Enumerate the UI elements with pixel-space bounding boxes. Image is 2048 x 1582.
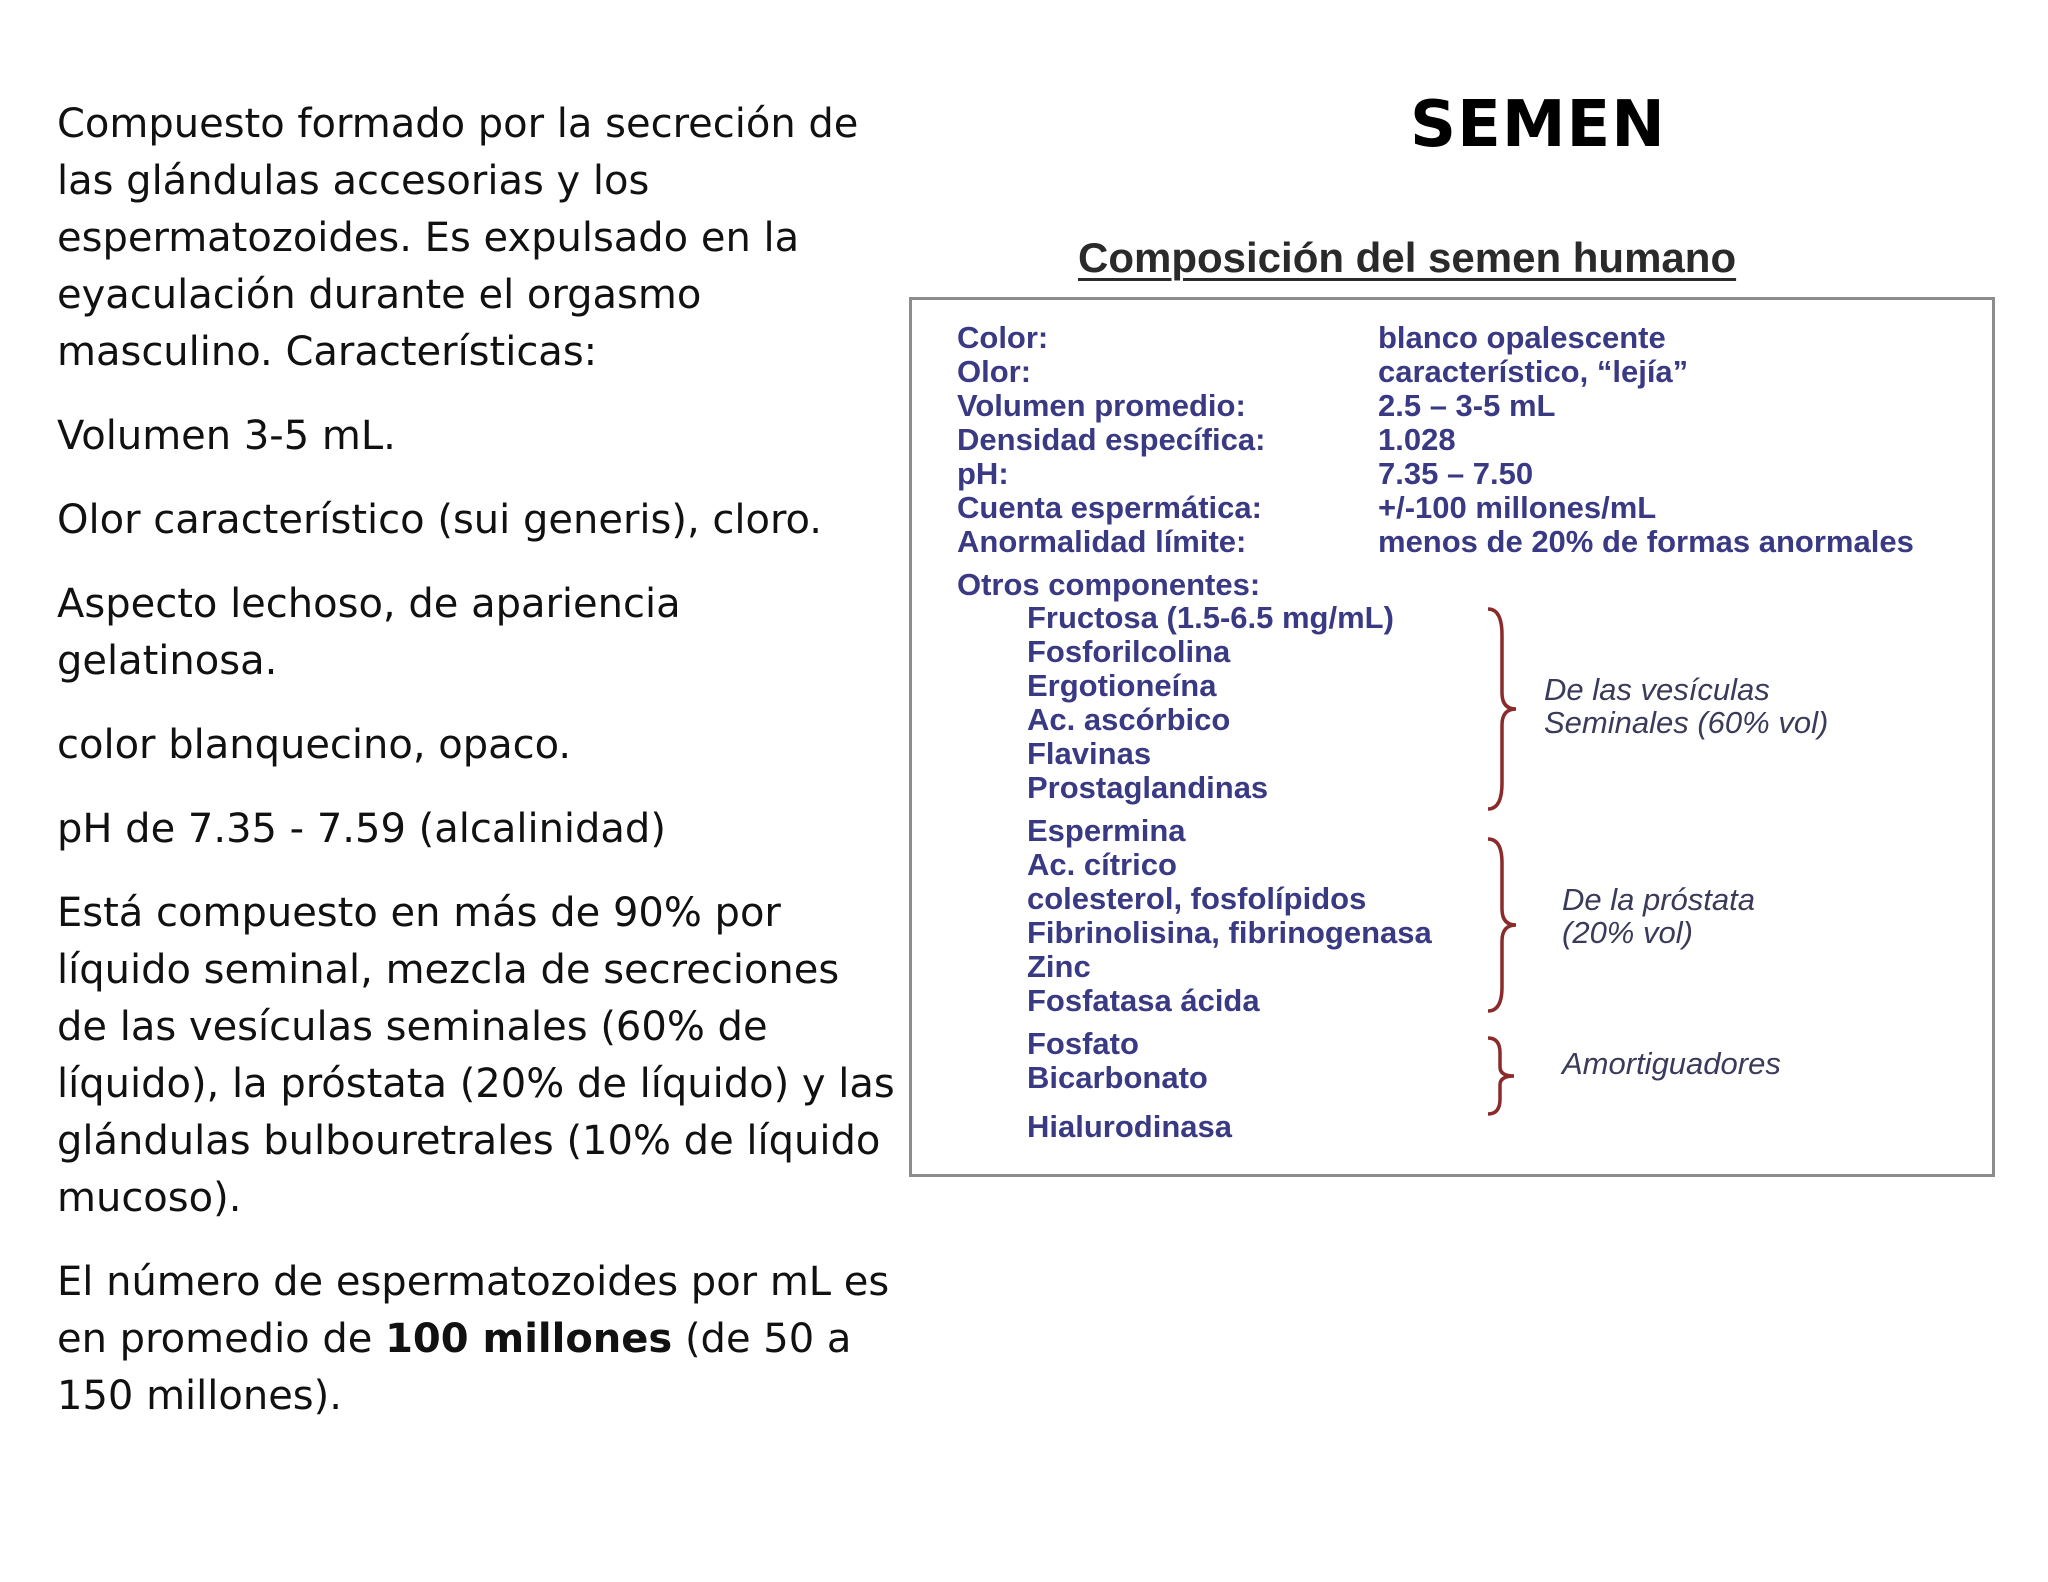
curly-brace-icon [1482, 1035, 1522, 1117]
component-item: Zinc [1027, 949, 1091, 984]
note-line: De la próstata [1562, 882, 1755, 917]
body-paragraph-6: pH de 7.35 - 7.59 (alcalinidad) [57, 806, 666, 852]
component-item: Fosfato [1027, 1026, 1139, 1061]
body-paragraph-1: Compuesto formado por la secreción de las glándulas accesorias y los espermatozoides. Es expulsado en la eyaculación durante el orgasmo masculino. Características: [57, 101, 859, 375]
property-row [957, 457, 1914, 491]
vesicle-note [1544, 673, 1828, 739]
others-label: Otros componentes: [957, 567, 1261, 602]
property-value: menos de 20% de formas anormales [1378, 524, 1914, 559]
sperm-count-bold: 100 millones [385, 1316, 673, 1362]
component-item: Fosfatasa ácida [1027, 983, 1260, 1018]
component-item: colesterol, fosfolípidos [1027, 881, 1367, 916]
component-item: Fructosa (1.5-6.5 mg/mL) [1027, 600, 1394, 635]
property-value: blanco opalescente [1378, 320, 1666, 355]
property-key: Volumen promedio: [957, 388, 1246, 423]
property-value: 7.35 – 7.50 [1378, 456, 1534, 491]
component-item: Espermina [1027, 813, 1186, 848]
curly-brace-icon [1482, 605, 1522, 813]
component-item: Prostaglandinas [1027, 770, 1269, 805]
body-paragraph-5: color blanquecino, opaco. [57, 722, 572, 768]
component-item: Flavinas [1027, 736, 1152, 771]
vesicle-components [1027, 601, 1394, 805]
note-line: Amortiguadores [1562, 1046, 1781, 1081]
property-key: Color: [957, 320, 1049, 355]
property-value: 1.028 [1378, 422, 1456, 457]
component-item: Fosforilcolina [1027, 634, 1231, 669]
body-paragraph-2: Volumen 3-5 mL. [57, 413, 396, 459]
note-line: (20% vol) [1562, 915, 1693, 950]
property-value: característico, “lejía” [1378, 354, 1689, 389]
property-key: Cuenta espermática: [957, 490, 1262, 525]
slide-title: SEMEN [1410, 88, 1666, 162]
prostate-components [1027, 814, 1432, 1018]
property-key: Densidad específica: [957, 422, 1266, 457]
composition-heading: Composición del semen humano [1078, 234, 1737, 281]
component-item: Ac. cítrico [1027, 847, 1177, 882]
property-row [957, 389, 1914, 423]
property-row [957, 491, 1914, 525]
body-paragraph-8 [57, 1254, 897, 1425]
curly-brace-icon [1482, 835, 1522, 1015]
prostate-note [1562, 883, 1755, 949]
component-item: Fibrinolisina, fibrinogenasa [1027, 915, 1432, 950]
property-key: Anormalidad límite: [957, 524, 1247, 559]
body-text [57, 96, 897, 1452]
component-item: Ac. ascórbico [1027, 702, 1231, 737]
component-item: Ergotioneína [1027, 668, 1217, 703]
property-key: Olor: [957, 354, 1032, 389]
composition-figure [909, 297, 1995, 1177]
property-value: 2.5 – 3-5 mL [1378, 388, 1556, 423]
buffer-components [1027, 1027, 1208, 1095]
property-row [957, 525, 1914, 559]
body-paragraph-7: Está compuesto en más de 90% por líquido seminal, mezcla de secreciones de las vesículas seminales (60% de líquido), la próstata (20% de líquido) y las glándulas bulbouretrales (10% de líquido mucoso). [57, 890, 895, 1221]
sperm-count-text: El número de espermatozoides por mL es en promedio de [57, 1259, 890, 1362]
component-item: Hialurodinasa [1027, 1109, 1232, 1144]
note-line: Seminales (60% vol) [1544, 705, 1829, 740]
body-paragraph-3: Olor característico (sui generis), cloro. [57, 497, 822, 543]
property-value: +/-100 millones/mL [1378, 490, 1657, 525]
sperm-count-range: (de 50 a 150 millones). [57, 1316, 852, 1419]
body-paragraph-4: Aspecto lechoso, de apariencia gelatinosa. [57, 581, 681, 684]
property-row [957, 355, 1914, 389]
buffer-note [1562, 1047, 1781, 1080]
property-row [957, 321, 1914, 355]
note-line: De las vesículas [1544, 672, 1770, 707]
property-list [957, 321, 1914, 559]
property-row [957, 423, 1914, 457]
component-item: Bicarbonato [1027, 1060, 1208, 1095]
property-key: pH: [957, 456, 1009, 491]
